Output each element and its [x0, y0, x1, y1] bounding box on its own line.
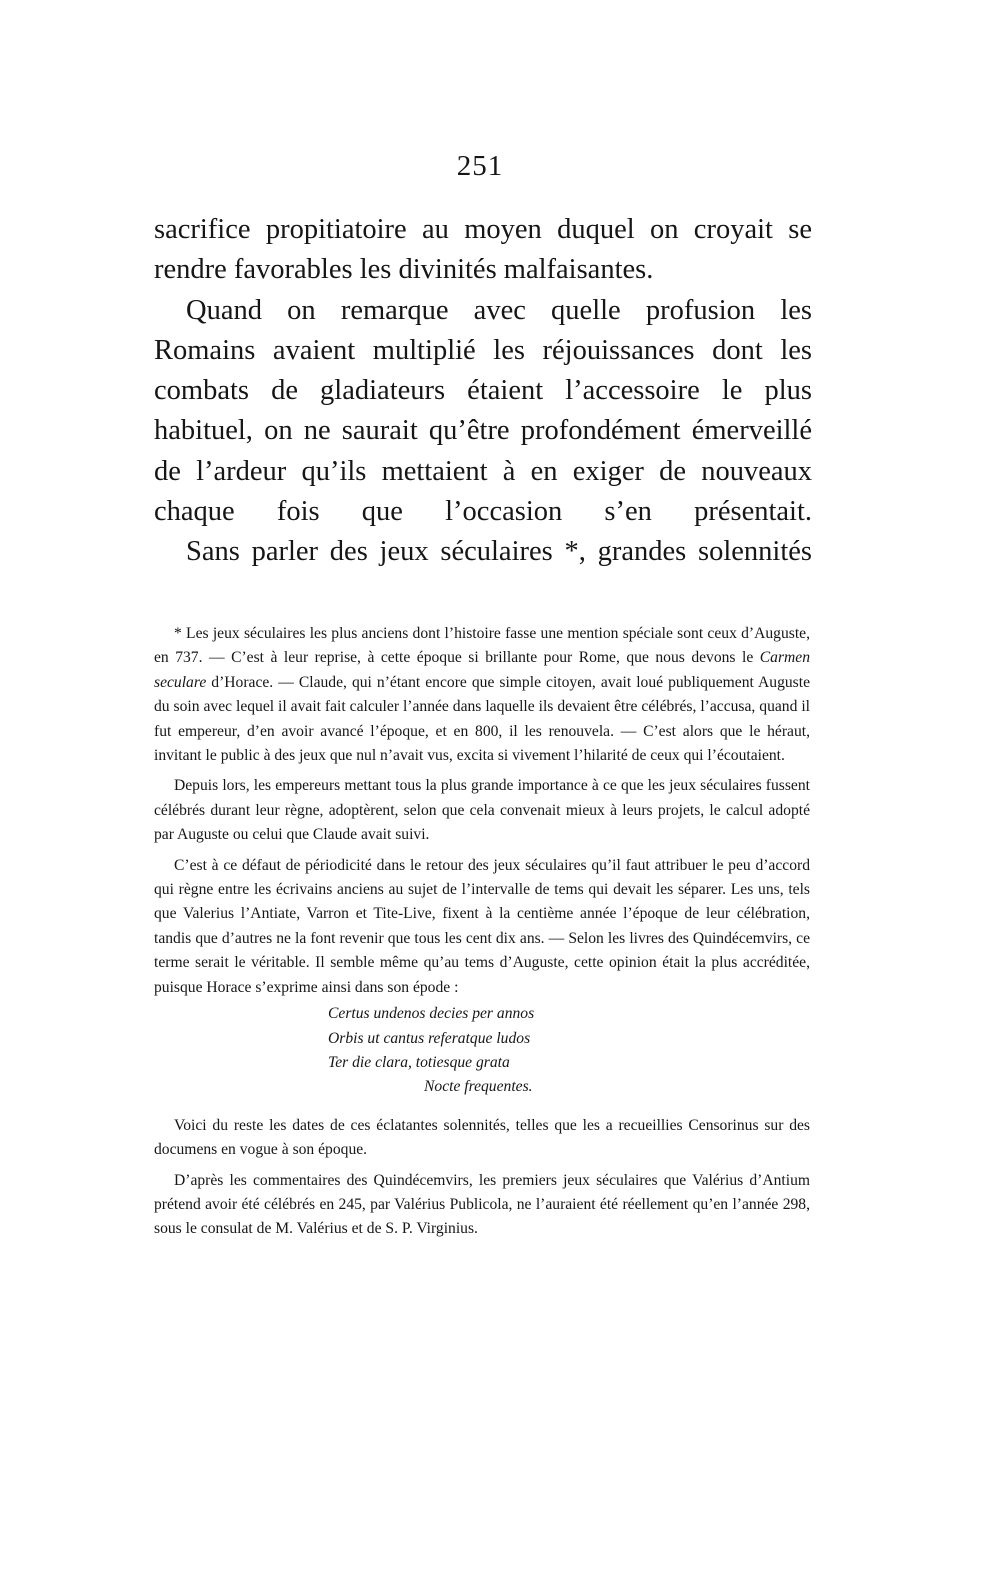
footnote-paragraph-1 — [154, 622, 810, 768]
footnote-paragraph-3: C’est à ce défaut de périodicité dans le retour des jeux séculaires qu’il faut attribuer le peu d’accord qui règne entre les écrivains anciens au sujet de l’intervalle de tems qui devait les séparer. Les uns, tels que Valerius l’Antiate, Varron et Tite-Live, fixent à la centième année l’époque de leur célébration, tandis que d’autres ne la font revenir que tous les cent dix ans. — Selon les livres des Quindécemvirs, ce terme serait le véritable. Il semble même qu’au tems d’Auguste, cette opinion était la plus accréditée, puisque Horace s’exprime ainsi dans son épode : — [154, 856, 810, 996]
footnote-paragraph-4: Voici du reste les dates de ces éclatantes solennités, telles que les a recueillies Censorinus sur des documens en vogue à son époque. — [154, 1116, 810, 1159]
footnote — [154, 622, 810, 1242]
footnote-paragraph-1-end: d’Horace. — Claude, qui n’étant encore que simple citoyen, avait loué publiquement Auguste du soin avec lequel il avait fait calculer l’année dans laquelle ils devaient être célébrés, l’accusa, quand il fut empereur, d’en avoir avancé l’époque, et en 800, il les renouvela. — C’est alors que le héraut, invitant le public à des jeux que nul n’avait vus, excita si vivement l’hilarité de ceux qui l’écoutaient. — [154, 673, 810, 765]
verse-line-1: Certus undenos decies per annos — [328, 1005, 535, 1023]
main-paragraph-1: sacrifice propitiatoire au moyen duquel on croyait se rendre favorables les divinités malfaisantes. — [154, 214, 812, 286]
footnote-paragraph-5: D’après les commentaires des Quindécemvirs, les premiers jeux séculaires que Valérius d’Antium prétend avoir été célébrés en 245, par Valérius Publicola, ne l’auraient été réellement qu’en l’année 298, sous le consulat de M. Valérius et de S. P. Virginius. — [154, 1171, 810, 1238]
verse-line-4: Nocte frequentes. — [424, 1078, 533, 1096]
verse-line-3: Ter die clara, totiesque grata — [328, 1053, 510, 1071]
main-text — [154, 210, 812, 573]
carmen-seculare-title: Carmen seculare — [154, 649, 810, 691]
page-number: 251 — [456, 150, 504, 182]
footnote-paragraph-1-start: * Les jeux séculaires les plus anciens dont l’histoire fasse une mention spéciale sont ceux d’Auguste, en 737. — C’est à leur reprise, à cette époque si brillante pour Rome, que nous devons le — [154, 625, 810, 667]
verse-line-2: Orbis ut cantus referatque ludos — [328, 1029, 531, 1047]
horace-verse — [154, 1002, 810, 1100]
main-paragraph-3: Sans parler des jeux séculaires *, grandes solennités — [186, 536, 812, 568]
footnote-paragraph-2: Depuis lors, les empereurs mettant tous la plus grande importance à ce que les jeux séculaires fussent célébrés durant leur règne, adoptèrent, selon que cela convenait mieux à leurs projets, le calcul adopté par Auguste ou celui que Claude avait suivi. — [154, 777, 810, 844]
main-paragraph-2: Quand on remarque avec quelle profusion les Romains avaient multiplié les réjouissances dont les combats de gladiateurs étaient l’accessoire le plus habituel, on ne saurait qu’être profondément émerveillé de l’ardeur qu’ils mettaient à en exiger de nouveaux chaque fois que l’occasion s’en présentait. — [154, 294, 812, 528]
